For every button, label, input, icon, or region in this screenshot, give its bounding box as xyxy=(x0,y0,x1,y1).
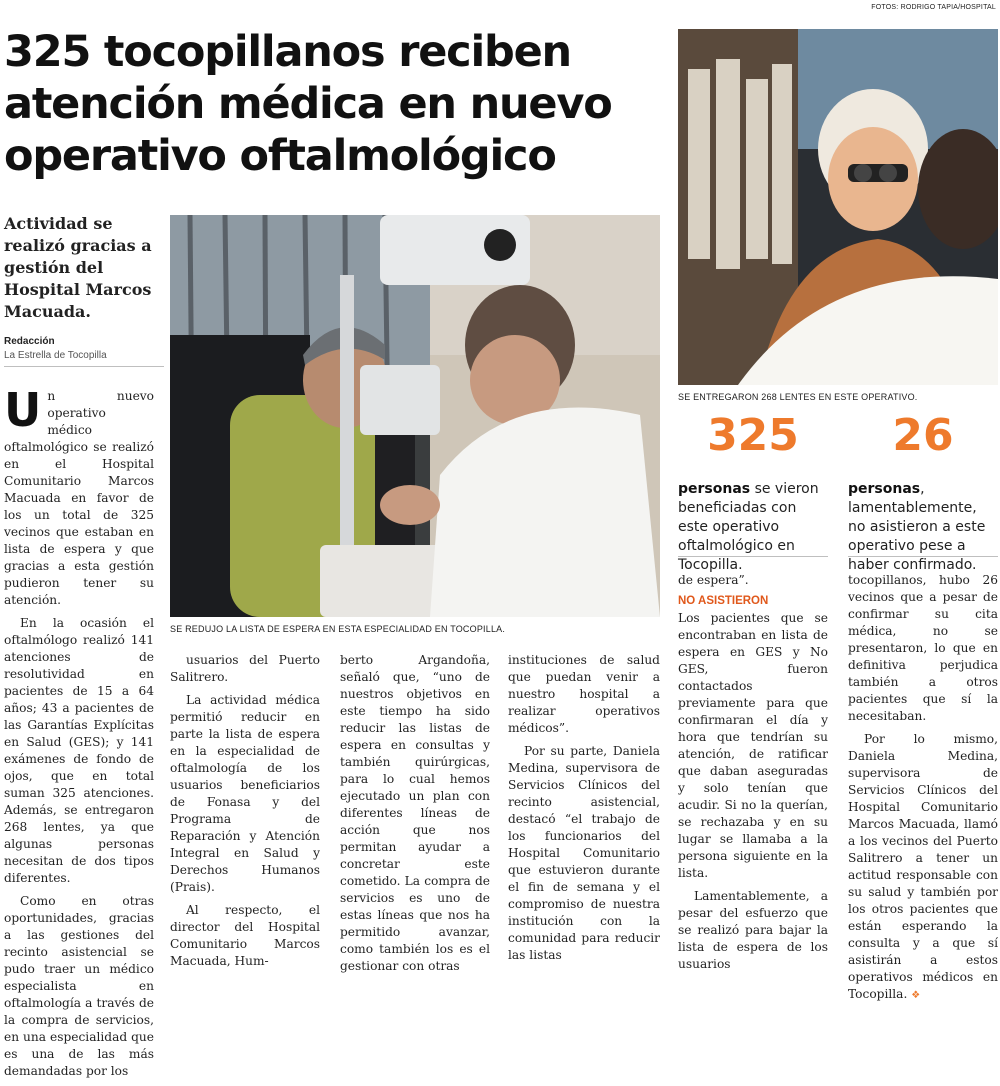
paragraph-text: Por lo mismo, Daniela Medina, supervisora de Servicios Clínicos del Hospital Comunitario Marcos Macuada, llamó a los vecinos del Puerto Salitrero a tener un actitud responsable con su salud y también por los otros pacientes que están esperando la consulta y a que sí asistirán a estos operativos médicos en Tocopilla. xyxy=(848,732,998,1001)
paragraph: En la ocasión el oftalmólogo realizó 141 atenciones de resolutividad en pacientes de 15 a 64 años; 43 a pacientes de las Garantías Explícitas en Salud (GES); y 141 exámenes de fondo de ojos, que en total suman 325 atenciones. Además, se entregaron 268 lentes, ya que algunas personas necesitan de dos tipos diferentes. xyxy=(4,616,154,885)
body-column-1 xyxy=(4,383,154,1086)
paragraph: Como en otras oportunidades, gracias a las gestiones del recinto asistencial se pudo traer un médico especialista en oftalmología a través de la compra de servicios, en una especialidad que es una de las más demandadas por los xyxy=(4,894,154,1078)
body-column-2 xyxy=(170,652,320,976)
body-column-6 xyxy=(848,572,998,1010)
photo-credit: FOTOS: RODRIGO TAPIA/HOSPITAL xyxy=(871,4,996,11)
deck: Actividad se realizó gracias a gestión del Hospital Marcos Macuada. xyxy=(4,214,152,321)
paragraph: tocopillanos, hubo 26 vecinos que a pesar de confirmar su cita médica, no se presentaron, lo que en definitiva perjudica también a otros pacientes que sí la necesitaban. xyxy=(848,573,998,723)
stat-description: , lamentablemente, no asistieron a este operativo pese a haber confirmado. xyxy=(848,481,986,573)
paragraph: Los pacientes que se encontraban en lista de espera en GES y No GES, fueron contactados previamente para que confirmaran el día y hora que tendrían su atención, de ratificar que daban aseguradas y solo tenían que acudir. Si no la querían, se rechazaba y en su lugar se llamaba a la persona siguiente en la lista. xyxy=(678,611,828,880)
byline-source: La Estrella de Tocopilla xyxy=(4,350,107,361)
stat-label: personas xyxy=(678,481,751,497)
paragraph: de espera”. xyxy=(678,573,749,587)
stat-description: se vieron beneficiadas con este operativo oftalmológico en Tocopilla. xyxy=(678,481,819,573)
stat-label: personas xyxy=(848,481,921,497)
main-photo-caption: SE REDUJO LA LISTA DE ESPERA EN ESTA ESPECIALIDAD EN TOCOPILLA. xyxy=(170,624,506,634)
stat-text-26 xyxy=(848,480,998,575)
end-mark-icon: ❖ xyxy=(911,990,921,1001)
stat-number-325: 325 xyxy=(707,410,799,461)
paragraph xyxy=(848,731,998,1004)
section-subhead: NO ASISTIERON xyxy=(678,595,769,607)
paragraph: usuarios del Puerto Salitrero. xyxy=(170,653,320,684)
paragraph: La actividad médica permitió reducir en parte la lista de espera en la especialidad de oftalmología de los usuarios beneficiarios de Fonasa y del Programa de Reparación y Atención Integral en Salud y Derechos Humanos (Prais). xyxy=(170,693,320,894)
stat-number-26: 26 xyxy=(892,410,954,461)
paragraph: Al respecto, el director del Hospital Comunitario Marcos Macuada, Hum- xyxy=(170,903,320,968)
stat-text-325 xyxy=(678,480,828,575)
divider xyxy=(4,366,164,367)
paragraph: berto Argandoña, señaló que, “uno de nuestros objetivos en este tiempo ha sido reducir las listas de espera en consultas y también quirúrgicas, para lo cual hemos ejecutado un plan con diferentes líneas de acción que nos permitan ayudar a concretar este cometido. La compra de servicios es uno de estas líneas que nos ha permitido avanzar, como también los es el gestionar con otras xyxy=(340,653,490,973)
side-photo xyxy=(678,29,998,385)
divider xyxy=(848,556,998,557)
body-column-5 xyxy=(678,572,828,979)
paragraph: n nuevo operativo médico oftalmológico se realizó en el Hospital Comunitario Marcos Macuada en favor de los un total de 325 vecinos que estaban en lista de espera y que gracias a esta gestión pudieron tener su atención. xyxy=(4,389,154,607)
side-photo-caption: SE ENTREGARON 268 LENTES EN ESTE OPERATIVO. xyxy=(678,392,918,402)
dropcap: U xyxy=(4,383,42,437)
main-photo-illustration xyxy=(170,215,660,617)
headline: 325 tocopillanos reciben atención médica en nuevo operativo oftalmológico xyxy=(4,27,612,181)
main-photo xyxy=(170,215,660,617)
paragraph: instituciones de salud que puedan venir a nuestro hospital a realizar operativos médicos”. xyxy=(508,653,660,735)
paragraph: Lamentablemente, a pesar del esfuerzo que se realizó para bajar la lista de espera de los usuarios xyxy=(678,889,828,971)
byline-author: Redacción xyxy=(4,336,55,347)
divider xyxy=(678,556,828,557)
paragraph: Por su parte, Daniela Medina, supervisora de Servicios Clínicos del recinto asistencial, destacó “el trabajo de los funcionarios del Hospital Comunitario que estuvieron durante el fin de semana y el compromiso de nuestra institución con la comunidad para reducir las listas xyxy=(508,744,660,962)
body-column-4 xyxy=(508,652,660,970)
body-column-3 xyxy=(340,652,490,981)
side-photo-illustration xyxy=(678,29,998,385)
